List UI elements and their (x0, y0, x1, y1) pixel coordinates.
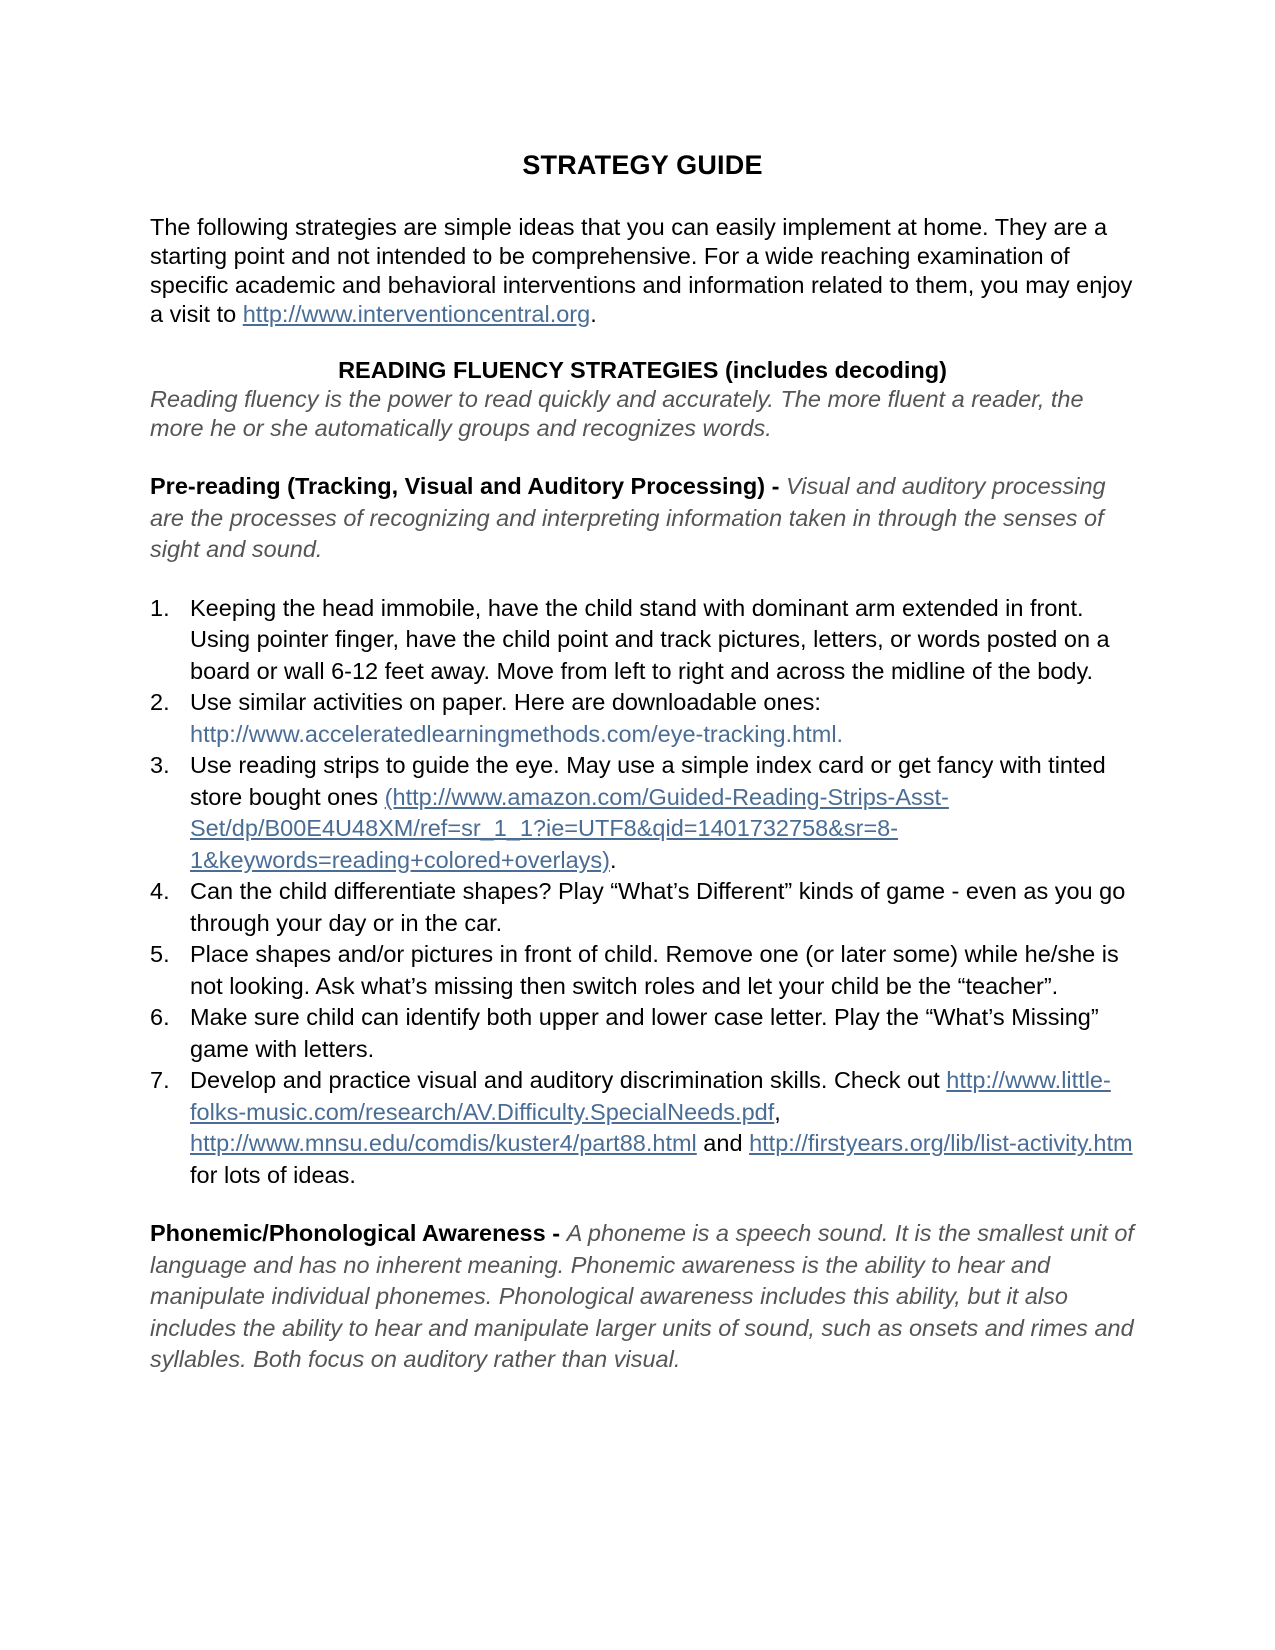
list-item (150, 1065, 1135, 1191)
list-item-number: 7. (150, 1067, 170, 1093)
phonemic-description: A phoneme is a speech sound. It is the smallest unit of language and has no inherent meaning. Phonemic awareness is the ability to hear and manipulate individual phonemes. Phonological awareness includes this ability, but it also includes the ability to hear and manipulate larger units of sound, such as onsets and rimes and syllables. Both focus on auditory rather than visual. (150, 1220, 1134, 1372)
list-item (150, 1002, 1135, 1065)
pre-reading-paragraph (150, 471, 1135, 566)
list-item-text: Make sure child can identify both upper and lower case letter. Play the “What’s Missing” game with letters. (190, 1004, 1099, 1062)
section-description: Reading fluency is the power to read quickly and accurately. The more fluent a reader, the more he or she automatically groups and recognizes words. (150, 386, 1084, 441)
list-item-text: Develop and practice visual and auditory discrimination skills. Check out (190, 1067, 947, 1093)
mnsu-link[interactable]: http://www.mnsu.edu/comdis/kuster4/part88.html (190, 1130, 697, 1156)
list-item (150, 750, 1135, 876)
list-item-text: Keeping the head immobile, have the child stand with dominant arm extended in front. Using pointer finger, have the child point and track pictures, letters, or words posted on a board or wall 6-12 feet away. Move from left to right and across the midline of the body. (190, 594, 1110, 684)
list-item (150, 939, 1135, 1002)
intro-paragraph (150, 213, 1135, 329)
list-item-number: 1. (150, 594, 170, 621)
phonemic-paragraph (150, 1218, 1135, 1376)
list-item-separator: , (774, 1098, 781, 1125)
strategy-list (150, 593, 1135, 1192)
firstyears-link[interactable]: http://firstyears.org/lib/list-activity.htm (749, 1130, 1133, 1156)
list-item-text: Use reading strips to guide the eye. May use a simple index card or get fancy with tinted store bought ones (190, 752, 1106, 810)
list-item-separator: and (696, 1130, 750, 1156)
list-item-number: 5. (150, 941, 170, 967)
list-item (150, 593, 1135, 688)
intro-end: . (590, 301, 597, 327)
eye-tracking-link[interactable]: http://www.acceleratedlearningmethods.com/eye-tracking.html. (190, 720, 844, 747)
list-item-number: 4. (150, 878, 170, 904)
list-item-text: Place shapes and/or pictures in front of child. Remove one (or later some) while he/she is not looking. Ask what’s missing then switch roles and let your child be the “teacher”. (190, 941, 1119, 999)
list-item-end: for lots of ideas. (190, 1161, 356, 1188)
section-heading: READING FLUENCY STRATEGIES (includes decoding) (338, 357, 947, 383)
pre-reading-description: Visual and auditory processing are the processes of recognizing and interpreting information taken in through the senses of sight and sound. (150, 473, 1106, 562)
pre-reading-heading: Pre-reading (Tracking, Visual and Auditory Processing) - (150, 473, 786, 499)
list-item-text: Can the child differentiate shapes? Play “What’s Different” kinds of game - even as you go through your day or in the car. (190, 878, 1126, 936)
list-item-number: 3. (150, 752, 170, 778)
list-item-text: Use similar activities on paper. Here are downloadable ones: (190, 689, 821, 715)
list-item-end: . (609, 846, 617, 873)
intro-text: The following strategies are simple ideas that you can easily implement at home. They are a starting point and not intended to be comprehensive. For a wide reaching examination of specific academic and behavioral interventions and information related to them, you may enjoy a visit to (150, 214, 1133, 327)
document-page (150, 148, 1135, 1376)
list-item-number: 6. (150, 1004, 170, 1030)
phonemic-heading: Phonemic/Phonological Awareness - (150, 1220, 567, 1246)
list-item (150, 687, 1135, 750)
list-item-number: 2. (150, 689, 170, 715)
interventioncentral-link[interactable]: http://www.interventioncentral.org (242, 301, 591, 327)
amazon-reading-strips-link[interactable]: (http://www.amazon.com/Guided-Reading-Strips-Asst-Set/dp/B00E4U48XM/ref=sr_1_1?ie=UTF8&qid=1401732758&sr=8-1&keywords=reading+colored+overlays) (190, 783, 949, 873)
list-item (150, 876, 1135, 939)
page-title: STRATEGY GUIDE (522, 150, 763, 180)
little-folks-music-link[interactable]: http://www.little-folks-music.com/research/AV.Difficulty.SpecialNeeds.pdf (190, 1067, 1111, 1125)
